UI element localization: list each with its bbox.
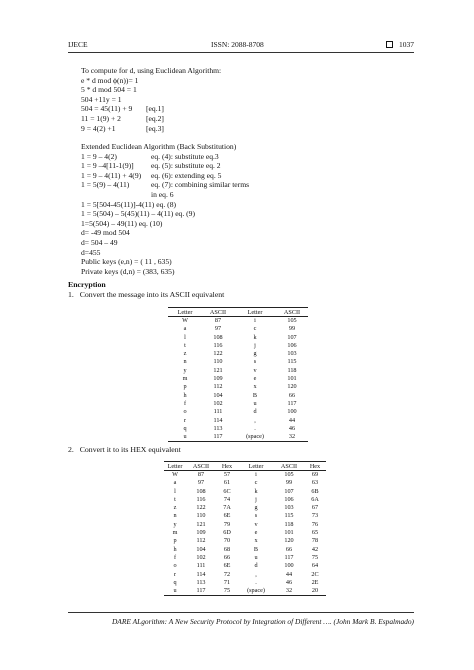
journal-name: IJECE bbox=[68, 40, 88, 49]
table-cell: 118 bbox=[287, 366, 297, 374]
table-cell: 71 bbox=[223, 578, 231, 586]
table-cell: s bbox=[253, 358, 257, 366]
table-cell: c bbox=[253, 325, 257, 333]
table-cell: 118 bbox=[284, 520, 294, 528]
table-cell: 113 bbox=[213, 424, 223, 432]
table-cell: 120 bbox=[284, 537, 294, 545]
table-cell: 113 bbox=[196, 578, 206, 586]
table-cell: 110 bbox=[196, 512, 206, 520]
table-cell: 67 bbox=[311, 504, 319, 512]
table-cell: o bbox=[173, 562, 177, 570]
table-cell: u bbox=[253, 399, 257, 407]
table-row bbox=[164, 504, 326, 512]
equation-text: 1 = 5(504) – 5(45)(11) – 4(11) eq. (9) bbox=[81, 209, 196, 219]
equation-note: [eq.3] bbox=[146, 123, 164, 133]
table-row bbox=[164, 562, 326, 570]
table-cell: 112 bbox=[196, 537, 206, 545]
table-cell: i bbox=[254, 317, 256, 324]
table-cell: 103 bbox=[287, 350, 297, 358]
equation-note: eq. (4): substitute eq.3 bbox=[151, 151, 219, 161]
table-cell: 64 bbox=[311, 562, 319, 570]
footer-text: DARE ALgorithm: A New Security Protocol by Integration of Different …. (John Mark B. Espalmado) bbox=[111, 617, 414, 626]
equation-text: To compute for d, using Euclidean Algorithm: bbox=[81, 66, 222, 75]
table-row bbox=[164, 512, 326, 520]
equation-note: eq. (5): substitute eq. 2 bbox=[151, 161, 221, 171]
equation-text: 1 = 9 – 4(11) + 4(9) bbox=[81, 170, 142, 180]
table-cell: x bbox=[254, 537, 258, 545]
table-cell: 102 bbox=[196, 553, 206, 561]
table-cell: n bbox=[183, 358, 187, 366]
equation-text: d= -49 mod 504 bbox=[81, 228, 130, 238]
table-cell: 121 bbox=[213, 366, 223, 374]
table-row bbox=[164, 587, 326, 596]
table-cell: 79 bbox=[223, 520, 231, 528]
table-cell: 115 bbox=[284, 512, 294, 520]
table-cell: v bbox=[253, 366, 257, 374]
table-row bbox=[164, 579, 326, 587]
equation-text: d= 504 – 49 bbox=[81, 237, 118, 247]
table-cell: 107 bbox=[287, 333, 297, 341]
table-cell: j bbox=[255, 495, 257, 503]
table-cell: f bbox=[173, 553, 177, 561]
equation-text: Extended Euclidean Algorithm (Back Substitution) bbox=[81, 142, 237, 151]
table-cell: 6E bbox=[223, 512, 231, 520]
table-cell: 6A bbox=[311, 495, 319, 503]
equation-text: Public keys (e,n) = ( 11 , 635) bbox=[81, 257, 172, 267]
table-cell: y bbox=[183, 366, 187, 374]
table-cell: 69 bbox=[311, 471, 319, 478]
table-cell: 6C bbox=[223, 487, 231, 495]
table-cell: e bbox=[253, 375, 257, 383]
column-header: Letter bbox=[168, 308, 202, 317]
table-cell: d bbox=[253, 408, 257, 416]
table-row bbox=[168, 325, 308, 333]
table-cell: 6E bbox=[223, 562, 231, 570]
table-cell: t bbox=[184, 341, 186, 349]
table-cell: 105 bbox=[287, 317, 297, 324]
table-cell: 120 bbox=[287, 383, 297, 391]
table-cell: v bbox=[254, 520, 258, 528]
table-cell: l bbox=[174, 487, 176, 495]
table-cell: 109 bbox=[196, 529, 206, 537]
equation-text: 504 +11y = 1 bbox=[81, 94, 122, 104]
table-cell: m bbox=[182, 375, 188, 383]
table-cell: p bbox=[183, 383, 187, 391]
table-cell: r bbox=[173, 570, 177, 578]
table-cell: , bbox=[254, 416, 256, 424]
table-cell: 105 bbox=[284, 471, 294, 478]
table-row bbox=[168, 367, 308, 375]
table-cell: (space) bbox=[234, 433, 276, 442]
table-row bbox=[168, 392, 308, 400]
column-header: ASCII bbox=[276, 308, 308, 317]
table-cell: 101 bbox=[287, 375, 297, 383]
header-rule bbox=[68, 52, 414, 53]
table-cell: c bbox=[254, 479, 258, 487]
table-cell: 104 bbox=[196, 545, 206, 553]
table-cell: 97 bbox=[197, 479, 205, 487]
section-title: Encryption bbox=[68, 280, 106, 289]
table-row bbox=[164, 479, 326, 487]
table-cell: d bbox=[254, 562, 258, 570]
table-cell: z bbox=[183, 350, 187, 358]
table-row bbox=[164, 488, 326, 496]
table-cell: 103 bbox=[284, 504, 294, 512]
square-icon bbox=[386, 41, 393, 48]
table-cell: l bbox=[184, 333, 186, 341]
table-row bbox=[164, 496, 326, 504]
table-cell: 66 bbox=[223, 553, 231, 561]
table-cell: 114 bbox=[213, 416, 223, 424]
table-cell: 32 bbox=[274, 587, 304, 596]
table-row bbox=[164, 521, 326, 529]
table-row bbox=[168, 408, 308, 416]
table-row bbox=[164, 537, 326, 545]
table-cell: t bbox=[174, 495, 176, 503]
table-cell: m bbox=[172, 529, 178, 537]
table-cell: 100 bbox=[284, 562, 294, 570]
column-header: ASCII bbox=[274, 462, 304, 471]
column-header: ASCII bbox=[202, 308, 234, 317]
equation-note: in eq. 6 bbox=[151, 189, 174, 199]
table-cell: 6D bbox=[223, 529, 231, 537]
column-header: Letter bbox=[238, 462, 274, 471]
column-header: Letter bbox=[164, 462, 186, 471]
table-cell: . bbox=[255, 578, 257, 586]
table-cell: 111 bbox=[196, 562, 206, 570]
equation-note: eq. (7): combining similar terms bbox=[151, 180, 250, 190]
table-cell: 68 bbox=[223, 545, 231, 553]
equation-text: Private keys (d,n) = (383, 635) bbox=[81, 266, 175, 276]
table-cell: (space) bbox=[238, 587, 274, 596]
table-cell: 32 bbox=[276, 433, 308, 442]
table-cell: 108 bbox=[213, 333, 223, 341]
table-cell: j bbox=[254, 341, 256, 349]
equation-note: [eq.2] bbox=[146, 113, 164, 123]
table-cell: 46 bbox=[285, 578, 293, 586]
step-1: 1. Convert the message into its ASCII equivalent bbox=[68, 290, 225, 299]
table-cell: k bbox=[253, 333, 257, 341]
column-header: Letter bbox=[234, 308, 276, 317]
table-cell: 7A bbox=[223, 504, 231, 512]
table-cell: 63 bbox=[311, 479, 319, 487]
table-cell: 2C bbox=[311, 570, 319, 578]
hex-table bbox=[164, 461, 326, 596]
table-row bbox=[164, 571, 326, 579]
table-cell: 75 bbox=[311, 553, 319, 561]
table-cell: 101 bbox=[284, 529, 294, 537]
table-cell: , bbox=[255, 570, 257, 578]
table-row bbox=[164, 471, 326, 480]
table-cell: 66 bbox=[285, 545, 293, 553]
table-row bbox=[168, 317, 308, 326]
table-cell: q bbox=[173, 578, 177, 586]
table-cell: 112 bbox=[213, 383, 223, 391]
table-cell: 99 bbox=[288, 325, 296, 333]
table-cell: 99 bbox=[285, 479, 293, 487]
table-cell: 6B bbox=[311, 487, 319, 495]
table-cell: 106 bbox=[287, 341, 297, 349]
table-cell: 74 bbox=[223, 495, 231, 503]
table-cell: s bbox=[254, 512, 258, 520]
table-row bbox=[164, 554, 326, 562]
table-cell: f bbox=[183, 399, 187, 407]
table-cell: 87 bbox=[197, 471, 205, 478]
table-cell: W bbox=[172, 471, 178, 478]
table-cell: 102 bbox=[213, 399, 223, 407]
table-cell: 44 bbox=[285, 570, 293, 578]
table-cell: 122 bbox=[213, 350, 223, 358]
table-cell: n bbox=[173, 512, 177, 520]
footer-rule bbox=[68, 612, 414, 613]
table-row bbox=[168, 334, 308, 342]
table-cell: 72 bbox=[223, 570, 231, 578]
table-cell: 116 bbox=[213, 341, 223, 349]
table-row bbox=[168, 342, 308, 350]
table-cell: i bbox=[255, 471, 257, 478]
table-row bbox=[168, 425, 308, 433]
table-cell: B bbox=[252, 391, 258, 399]
table-cell: y bbox=[173, 520, 177, 528]
table-cell: 100 bbox=[287, 408, 297, 416]
table-cell: q bbox=[183, 424, 187, 432]
table-cell: 73 bbox=[311, 512, 319, 520]
table-cell: 106 bbox=[284, 495, 294, 503]
table-cell: 87 bbox=[214, 317, 222, 324]
table-row bbox=[168, 358, 308, 366]
table-cell: 76 bbox=[311, 520, 319, 528]
table-cell: 70 bbox=[223, 537, 231, 545]
table-cell: 75 bbox=[216, 587, 238, 596]
table-cell: r bbox=[183, 416, 187, 424]
table-row bbox=[168, 400, 308, 408]
ascii-table bbox=[168, 307, 308, 442]
table-cell: 122 bbox=[196, 504, 206, 512]
equation-text: 1 = 9 – 4(2) bbox=[81, 151, 117, 161]
table-cell: 110 bbox=[213, 358, 223, 366]
table-cell: e bbox=[254, 529, 258, 537]
equation-text: 1 = 9 –4[11-1(9)] bbox=[81, 161, 134, 171]
table-cell: 115 bbox=[287, 358, 297, 366]
table-cell: 117 bbox=[287, 399, 297, 407]
table-row bbox=[168, 433, 308, 442]
column-header: Hex bbox=[304, 462, 326, 471]
table-cell: 111 bbox=[213, 408, 223, 416]
table-cell: h bbox=[183, 391, 187, 399]
table-cell: 121 bbox=[196, 520, 206, 528]
table-cell: a bbox=[173, 479, 177, 487]
table-cell: 65 bbox=[311, 529, 319, 537]
page-number-group bbox=[386, 40, 414, 49]
equation-note: eq. (6): extending eq. 5 bbox=[151, 170, 222, 180]
table-cell: 116 bbox=[196, 495, 206, 503]
table-cell: u bbox=[254, 553, 258, 561]
table-cell: 117 bbox=[186, 587, 216, 596]
equation-text: 11 = 1(9) + 2 bbox=[81, 113, 121, 123]
table-cell: 2E bbox=[311, 578, 319, 586]
equation-text: d=455 bbox=[81, 247, 101, 257]
table-row bbox=[168, 350, 308, 358]
table-cell: 66 bbox=[288, 391, 296, 399]
page-number: 1037 bbox=[399, 40, 414, 49]
table-cell: 44 bbox=[288, 416, 296, 424]
table-cell: a bbox=[183, 325, 187, 333]
equation-text: e * d mod ϕ(n))= 1 bbox=[81, 75, 139, 85]
table-cell: g bbox=[253, 350, 257, 358]
equation-text: 504 = 45(11) + 9 bbox=[81, 104, 133, 114]
table-cell: B bbox=[253, 545, 259, 553]
table-cell: h bbox=[173, 545, 177, 553]
table-cell: k bbox=[254, 487, 258, 495]
equation-text: 9 = 4(2) +1 bbox=[81, 123, 116, 133]
table-cell: 42 bbox=[311, 545, 319, 553]
table-cell: 57 bbox=[223, 471, 231, 478]
table-cell: 97 bbox=[214, 325, 222, 333]
column-header: Hex bbox=[216, 462, 238, 471]
table-row bbox=[168, 383, 308, 391]
table-cell: 104 bbox=[213, 391, 223, 399]
table-cell: 114 bbox=[196, 570, 206, 578]
table-row bbox=[168, 417, 308, 425]
table-cell: z bbox=[173, 504, 177, 512]
table-cell: 109 bbox=[213, 375, 223, 383]
table-cell: x bbox=[253, 383, 257, 391]
column-header: ASCII bbox=[186, 462, 216, 471]
table-cell: W bbox=[182, 317, 188, 324]
equation-text: 1 = 5[504-45(11)]-4(11) eq. (8) bbox=[81, 199, 177, 209]
step-2: 2. Convert it to its HEX equivalent bbox=[68, 445, 181, 454]
table-cell: 46 bbox=[288, 424, 296, 432]
equation-text: 1=5(504) – 49(11) eq. (10) bbox=[81, 218, 163, 228]
table-cell: 117 bbox=[202, 433, 234, 442]
table-cell: o bbox=[183, 408, 187, 416]
table-cell: 61 bbox=[223, 479, 231, 487]
table-cell: 108 bbox=[196, 487, 206, 495]
table-cell: . bbox=[254, 424, 256, 432]
table-cell: 78 bbox=[311, 537, 319, 545]
equation-text: 5 * d mod 504 = 1 bbox=[81, 85, 137, 95]
table-cell: 20 bbox=[304, 587, 326, 596]
table-cell: u bbox=[164, 587, 186, 596]
table-cell: g bbox=[254, 504, 258, 512]
table-row bbox=[168, 375, 308, 383]
table-cell: p bbox=[173, 537, 177, 545]
table-cell: 107 bbox=[284, 487, 294, 495]
equation-text: 1 = 5(9) – 4(11) bbox=[81, 180, 130, 190]
table-cell: 117 bbox=[284, 553, 294, 561]
issn: ISSN: 2088-8708 bbox=[211, 40, 264, 49]
table-row bbox=[164, 546, 326, 554]
table-row bbox=[164, 529, 326, 537]
table-cell: u bbox=[168, 433, 202, 442]
equation-note: [eq.1] bbox=[146, 104, 164, 114]
